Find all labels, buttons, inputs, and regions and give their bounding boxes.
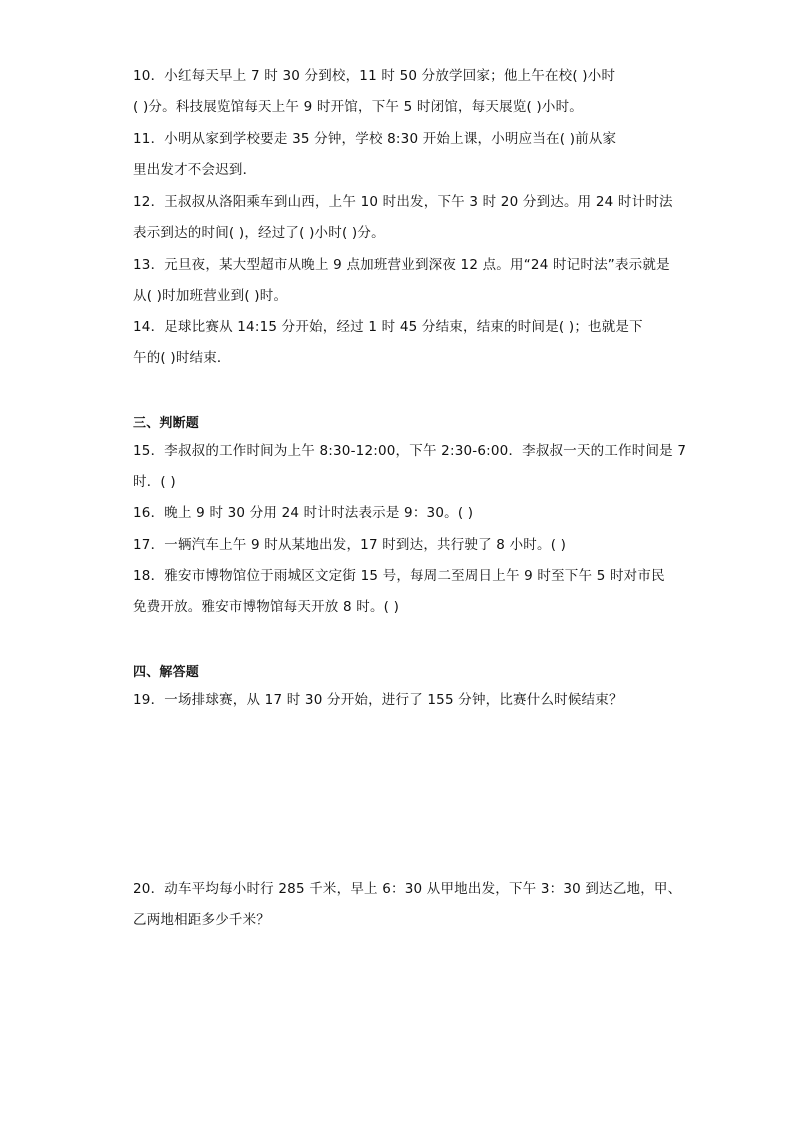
question-10-line-1: 10．小红每天早上 7 时 30 分到校，11 时 50 分放学回家；他上午在校( )小时 — [133, 68, 616, 84]
question-19: 19．一场排球赛，从 17 时 30 分开始，进行了 155 分钟，比赛什么时候结束？ — [133, 692, 623, 708]
question-13-line-2: 从( )时加班营业到( )时。 — [133, 288, 288, 304]
question-18-line-2: 免费开放。雅安市博物馆每天开放 8 时。( ) — [133, 599, 400, 615]
section-heading-judge: 三、判断题 — [133, 416, 200, 431]
question-15-line-1: 15．李叔叔的工作时间为上午 8:30-12:00，下午 2:30-6:00．李叔叔一天的工作时间是 7 — [133, 443, 687, 459]
question-12-line-1: 12．王叔叔从洛阳乘车到山西，上午 10 时出发，下午 3 时 20 分到达。用 24 时计时法 — [133, 194, 673, 210]
question-15-line-2: 时．( ) — [133, 474, 176, 490]
question-14-line-2: 午的( )时结束． — [133, 350, 231, 366]
section-heading-answer: 四、解答题 — [133, 665, 200, 680]
question-10-line-2: ( )分。科技展览馆每天上午 9 时开馆，下午 5 时闭馆，每天展览( )小时。 — [133, 99, 583, 115]
question-17: 17．一辆汽车上午 9 时从某地出发，17 时到达，共行驶了 8 小时。( ) — [133, 537, 567, 553]
question-13-line-1: 13．元旦夜，某大型超市从晚上 9 点加班营业到深夜 12 点。用“24 时记时法”表示就是 — [133, 257, 670, 273]
question-12-line-2: 表示到达的时间( )，经过了( )小时( )分。 — [133, 225, 385, 241]
question-20-line-2: 乙两地相距多少千米？ — [133, 912, 270, 928]
question-11-line-2: 里出发才不会迟到． — [133, 162, 257, 178]
question-14-line-1: 14．足球比赛从 14:15 分开始，经过 1 时 45 分结束，结束的时间是( )；也就是下 — [133, 319, 643, 335]
question-18-line-1: 18．雅安市博物馆位于雨城区文定街 15 号，每周二至周日上午 9 时至下午 5 时对市民 — [133, 568, 665, 584]
question-16: 16．晚上 9 时 30 分用 24 时计时法表示是 9：30。( ) — [133, 505, 474, 521]
question-11-line-1: 11．小明从家到学校要走 35 分钟，学校 8:30 开始上课，小明应当在( )前从家 — [133, 131, 617, 147]
question-20-line-1: 20．动车平均每小时行 285 千米，早上 6：30 从甲地出发，下午 3：30 到达乙地，甲、 — [133, 881, 682, 897]
